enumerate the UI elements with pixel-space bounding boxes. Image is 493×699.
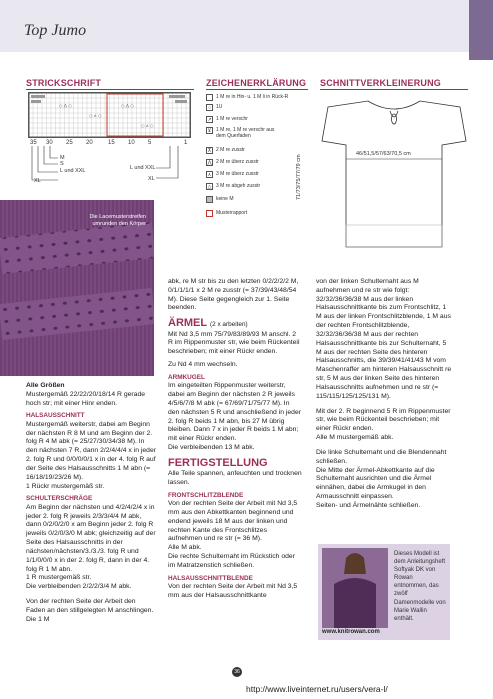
knitrowan-link[interactable]: www.knitrowan.com (322, 629, 380, 635)
subheading: SCHULTERSCHRÄGE (26, 495, 93, 503)
info-text: Dieses Modell ist dem Anleitungsheft Softyak DK von Rowan entnommen, das zwölf Damenmodelle von Marie Wallin enthält. (394, 551, 446, 622)
footer-url[interactable]: http://www.liveinternet.ru/users/vera-l/ (246, 684, 388, 694)
header-accent (469, 0, 493, 60)
legend-item: ⋏ 3 M re überz zusstr (207, 171, 259, 178)
paragraph: Die rechte Schulternaht im Rückstich oder im Matratzenstich schließen. (168, 553, 295, 569)
knitting-chart (28, 92, 191, 138)
legend-symbol: ⊻ (207, 127, 212, 134)
legend-symbol (206, 196, 213, 203)
paragraph: Alle Teile spannen, anfeuchten und trocknen lassen. (168, 470, 302, 486)
paragraph: abk, re M str bis zu den letzten 0/2/2/2/2 M, 0/1/1/1/1 x 2 M re zusstr (= 37/39/43/48/54 M). Diese Seite gegengleich zur 1. Seite beenden. (168, 278, 299, 312)
knit-fabric-photo (0, 200, 154, 376)
chart-grid (29, 93, 190, 137)
legend-symbol: ⊼ (207, 147, 212, 154)
text-column-2 (168, 278, 302, 601)
svg-text:○ ⋀ ○: ○ ⋀ ○ (121, 103, 134, 108)
paragraph: Mustergemäß weiterstr, dabei am Beginn der nächsten R 8 M und am Beginn der 2. folg R 4 M abk (= 25/27/30/34/38 M). In den nächsten 7 R, dann 2/2/4/4/4 x in jeder 2. folg R und 0/0/0/0/1 x in der 4. folg R auf der Seite des Halsausschnitts 1 M abn (= 16/18/19/23/26 M). (26, 420, 156, 481)
subheading: ARMKUGEL (168, 373, 205, 381)
chart-label-xl-right: XL (148, 176, 155, 182)
chart-number: 30 (46, 140, 53, 146)
subheading: HALSAUSSCHNITT (26, 412, 85, 420)
section-strickschrift: STRICKSCHRIFT (26, 78, 102, 88)
legend-item: keine M (206, 196, 234, 203)
paragraph: 1 R mustergemäß str. (26, 574, 92, 582)
paragraph: Mit der 2. R beginnend 5 R im Rippenmuster str, wie beim Rückenteil beschrieben; mit einer Rückr enden. (316, 407, 451, 433)
page-number: 36 (232, 667, 242, 677)
legend-symbol (206, 94, 213, 101)
paragraph: Seiten- und Ärmelnähte schließen. (316, 501, 421, 509)
chart-number: 20 (86, 140, 93, 146)
legend-item: ⊻ 1 M re, 1 M re verschr aus dem Querfaden (207, 127, 275, 139)
svg-text:○ ⋏ ○: ○ ⋏ ○ (141, 123, 154, 128)
paragraph: Mit Nd 3,5 mm 75/79/83/89/93 M anschl. 2 R im Rippenmuster str, wie beim Rückenteil beschrieben; mit einer Rückr enden. (168, 330, 300, 356)
chart-number: 25 (66, 140, 73, 146)
chart-number: 1 (184, 140, 188, 146)
svg-text:○ ⋏ ○: ○ ⋏ ○ (89, 113, 102, 118)
chart-size-brackets (28, 146, 193, 186)
section-rule (206, 89, 308, 90)
paragraph: Von der rechten Seite der Arbeit mit Nd 3,5 mm aus den Abkettkanten beginnend und endend jeweils 18 M aus der linken und rechten Kante des Frontschlitzes aufnehmen und re str (= 36 M). (168, 500, 298, 543)
subheading: FRONTSCHLITZBLENDE (168, 491, 244, 499)
info-box (318, 544, 450, 640)
chart-label-m: M (60, 155, 65, 161)
heading-aermel: ÄRMEL (2 x arbeiten) (168, 317, 248, 330)
section-schnittverkleinerung: SCHNITTVERKLEINERUNG (320, 78, 442, 88)
section-rule (320, 89, 468, 90)
paragraph: Am Beginn der nächsten und 4/2/4/2/4 x in jeder 2. folg R jeweils 2/3/3/4/4 M abk, dann 0/2/0/2/0 x am Beginn jeder 2. folg R jeweils 0/2/0/3/0 M abk; gleichzeitig auf der Seite des Halsausschnitts in der nächsten/nächsten/3./3./3. folg R und 1/1/0/0/0 x in der 2. folg R, dann in der 4. folg R 1 M abn. (26, 503, 156, 573)
legend-symbol: △ (207, 183, 212, 190)
legend-symbol: ⋏ (207, 171, 212, 178)
heading-fertigstellung: FERTIGSTELLUNG (168, 456, 268, 469)
paragraph: Zu Nd 4 mm wechseln. (168, 361, 238, 369)
chart-label-l-xxl: L und XXL (60, 168, 86, 174)
chart-number: 10 (128, 140, 135, 146)
model-figure (322, 548, 388, 628)
height-label: 71/73/75/77/79 cm (296, 154, 302, 200)
legend-item: ⊼ 2 M re zusstr (207, 147, 245, 154)
legend-item: ⋀ 2 M re überz zusstr (207, 159, 259, 166)
paragraph: Von der rechten Seite der Arbeit mit Nd 3,5 mm aus der Halsausschnittkante (168, 583, 298, 599)
chart-label-xl: XL (34, 178, 41, 184)
paragraph: Alle M abk. (168, 544, 202, 552)
page-title: Top Jumo (24, 22, 87, 39)
paragraph: von der linken Schulternaht aus M aufnehmen und re str wie folgt: 32/32/36/36/38 M aus der linken Halsausschnittkante bis zum Frontschlitz, 1 M aus der linken Frontschlitzblende, 1 M aus der rechten Frontschlitzblende, 32/32/36/36/38 M aus der rechten Halsausschnittkante bis zur Schulternaht, 5 M aus der rechten Seite des hinteren Halsausschnitts, die 39/39/41/41/43 M vom Maschenraffer am hinteren Halsausschnitt re str, 5 M aus der linken Seite des hinteren Halsausschnitts aufnehmen und re str (= 115/115/125/125/131 M). (316, 278, 452, 400)
chart-number: 35 (30, 140, 37, 146)
chart-number: 5 (148, 140, 152, 146)
paragraph: Mustergemäß 22/22/20/18/14 R gerade hoch str; mit einer Hinr enden. (26, 390, 146, 407)
svg-text:○ ⋀ ○: ○ ⋀ ○ (59, 103, 72, 108)
paragraph: Die linke Schulternaht und die Blendennaht schließen. (316, 448, 447, 465)
subheading: HALSAUSSCHNITTBLENDE (168, 574, 253, 582)
legend-item: △ 3 M re abgeh zusstr (207, 183, 261, 190)
photo-caption: Die Lacemusterstreifen umrunden den Körper (89, 214, 146, 228)
chart-label-l-xxl-right: L und XXL (130, 165, 156, 171)
legend-item: 1 M re in Hin- u. 1 M li in Rück-R (206, 94, 288, 101)
legend-symbol: ⋀ (207, 159, 212, 166)
legend-item: ○ 1U (207, 104, 223, 111)
paragraph: Im eingeteilten Rippenmuster weiterstr, dabei am Beginn der nächsten 2 R jeweils 4/5/6/7/8 M abk (= 67/69/71/75/77 M). In den nächsten 5 R und anschließend in jeder 2. folg R beids 1 M abn, bis 27 M übrig bleiben. Dann 7 x in jeder R beids 1 M abn; mit einer Rückr enden. (168, 382, 302, 443)
paragraph: 1 Rückr mustergemäß str. (26, 482, 105, 490)
legend-item: ↗ 1 M re verschr (207, 116, 248, 123)
chart-label-s: S (60, 161, 64, 167)
paragraph: Die Mitte der Ärmel-Abkettkante auf die Schulternaht ausrichten und die Ärmel einnähen, dabei die Armkugel in den Armausschnitt einpassen. (316, 466, 435, 501)
section-rule (26, 89, 194, 90)
legend-symbol (206, 210, 213, 217)
legend-item: Musterrapport (206, 210, 247, 217)
subheading: Alle Größen (26, 382, 65, 389)
paragraph: Die verbleibenden 13 M abk. (168, 444, 255, 452)
section-zeichenerklaerung: ZEICHENERKLÄRUNG (206, 78, 307, 88)
legend-symbol: ○ (207, 104, 212, 111)
paragraph: Die verbleibenden 2/2/2/3/4 M abk. (26, 583, 132, 591)
top-outline (318, 97, 470, 257)
chart-number: 15 (108, 140, 115, 146)
text-column-3 (316, 278, 452, 511)
garment-schematic (318, 97, 470, 257)
paragraph: Alle M mustergemäß abk. (316, 434, 394, 442)
legend-symbol: ↗ (207, 116, 212, 123)
model-photo (322, 548, 388, 628)
width-label: 46/51,5/57/63/70,5 cm (356, 151, 411, 157)
text-column-1 (26, 382, 156, 625)
paragraph: Von der rechten Seite der Arbeit den Faden an den stillgelegten M anschlingen. Die 1 M (26, 598, 154, 623)
